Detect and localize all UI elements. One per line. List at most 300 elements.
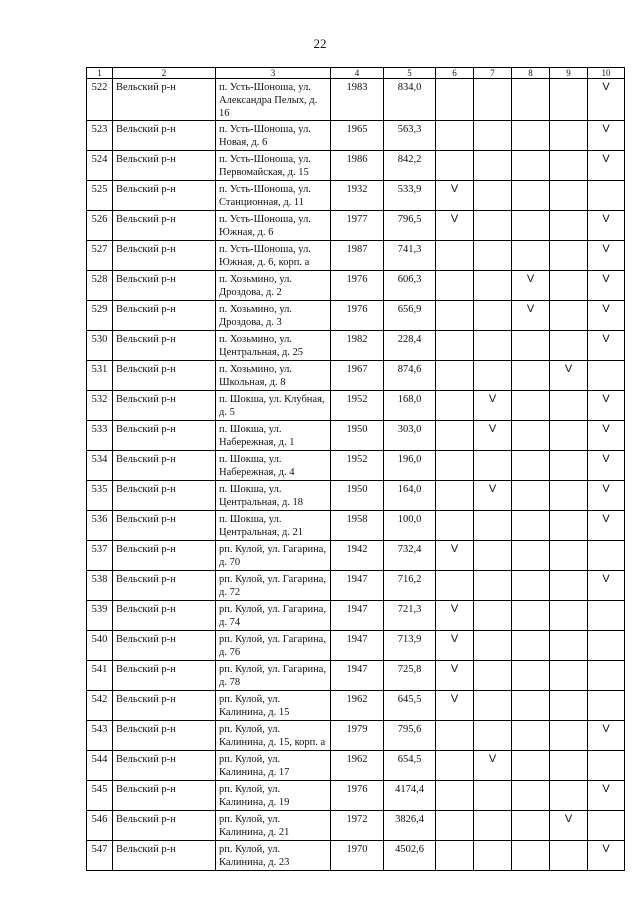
flag-cell-7: [474, 121, 512, 151]
address-cell: рп. Кулой, ул. Калинина, д. 23: [216, 841, 331, 871]
address-cell: рп. Кулой, ул. Калинина, д. 19: [216, 781, 331, 811]
table-row: [87, 541, 625, 571]
flag-cell-8: V: [512, 271, 550, 301]
area-cell: 654,5: [384, 751, 436, 781]
area-cell: 196,0: [384, 451, 436, 481]
flag-cell-9: [550, 541, 588, 571]
flag-cell-8: [512, 811, 550, 841]
column-number: 9: [550, 68, 588, 79]
district-cell: Вельский р-н: [113, 511, 216, 541]
flag-cell-6: [436, 151, 474, 181]
row-number: 530: [87, 331, 113, 361]
flag-cell-10: V: [588, 79, 625, 121]
flag-cell-7: V: [474, 751, 512, 781]
flag-cell-9: [550, 331, 588, 361]
flag-cell-10: [588, 631, 625, 661]
flag-cell-9: [550, 301, 588, 331]
flag-cell-6: [436, 271, 474, 301]
table-row: [87, 151, 625, 181]
column-number: 6: [436, 68, 474, 79]
address-cell: п. Усть-Шоноша, ул. Александра Пелых, д. 16: [216, 79, 331, 121]
flag-cell-6: [436, 841, 474, 871]
area-cell: 168,0: [384, 391, 436, 421]
district-cell: Вельский р-н: [113, 811, 216, 841]
flag-cell-8: [512, 841, 550, 871]
year-cell: 1965: [331, 121, 384, 151]
flag-cell-6: V: [436, 181, 474, 211]
flag-cell-8: [512, 361, 550, 391]
district-cell: Вельский р-н: [113, 451, 216, 481]
flag-cell-9: [550, 841, 588, 871]
flag-cell-6: [436, 331, 474, 361]
district-cell: Вельский р-н: [113, 361, 216, 391]
year-cell: 1947: [331, 631, 384, 661]
address-cell: рп. Кулой, ул. Калинина, д. 15, корп. а: [216, 721, 331, 751]
flag-cell-6: V: [436, 631, 474, 661]
row-number: 535: [87, 481, 113, 511]
table-row: [87, 79, 625, 121]
flag-cell-7: [474, 211, 512, 241]
flag-cell-6: [436, 721, 474, 751]
address-cell: рп. Кулой, ул. Гагарина, д. 72: [216, 571, 331, 601]
flag-cell-10: V: [588, 841, 625, 871]
flag-cell-10: V: [588, 391, 625, 421]
area-cell: 874,6: [384, 361, 436, 391]
district-cell: Вельский р-н: [113, 571, 216, 601]
year-cell: 1976: [331, 781, 384, 811]
district-cell: Вельский р-н: [113, 79, 216, 121]
flag-cell-10: [588, 751, 625, 781]
address-cell: п. Шокша, ул. Набережная, д. 1: [216, 421, 331, 451]
flag-cell-6: [436, 451, 474, 481]
flag-cell-6: [436, 571, 474, 601]
flag-cell-10: [588, 811, 625, 841]
flag-cell-10: V: [588, 451, 625, 481]
area-cell: 4174,4: [384, 781, 436, 811]
flag-cell-9: [550, 151, 588, 181]
table-row: [87, 571, 625, 601]
table-row: [87, 631, 625, 661]
flag-cell-9: [550, 181, 588, 211]
area-cell: 606,3: [384, 271, 436, 301]
flag-cell-9: [550, 421, 588, 451]
area-cell: 741,3: [384, 241, 436, 271]
year-cell: 1987: [331, 241, 384, 271]
table-body: [87, 68, 625, 871]
flag-cell-7: [474, 841, 512, 871]
flag-cell-10: V: [588, 421, 625, 451]
table-row: [87, 331, 625, 361]
flag-cell-8: [512, 421, 550, 451]
row-number: 538: [87, 571, 113, 601]
flag-cell-7: [474, 631, 512, 661]
address-cell: рп. Кулой, ул. Гагарина, д. 70: [216, 541, 331, 571]
flag-cell-9: [550, 691, 588, 721]
address-cell: п. Хозьмино, ул. Дроздова, д. 3: [216, 301, 331, 331]
area-cell: 834,0: [384, 79, 436, 121]
flag-cell-8: [512, 661, 550, 691]
flag-cell-9: [550, 121, 588, 151]
row-number: 539: [87, 601, 113, 631]
flag-cell-7: [474, 541, 512, 571]
column-number: 10: [588, 68, 625, 79]
district-cell: Вельский р-н: [113, 631, 216, 661]
row-number: 532: [87, 391, 113, 421]
flag-cell-7: [474, 361, 512, 391]
flag-cell-7: [474, 79, 512, 121]
flag-cell-10: V: [588, 511, 625, 541]
flag-cell-7: [474, 811, 512, 841]
flag-cell-10: [588, 181, 625, 211]
flag-cell-7: [474, 451, 512, 481]
column-number-row: [87, 68, 625, 79]
area-cell: 533,9: [384, 181, 436, 211]
area-cell: 796,5: [384, 211, 436, 241]
flag-cell-9: [550, 571, 588, 601]
flag-cell-6: [436, 421, 474, 451]
flag-cell-9: [550, 271, 588, 301]
row-number: 526: [87, 211, 113, 241]
address-cell: п. Шокша, ул. Центральная, д. 18: [216, 481, 331, 511]
year-cell: 1947: [331, 571, 384, 601]
flag-cell-9: [550, 601, 588, 631]
flag-cell-9: [550, 391, 588, 421]
row-number: 543: [87, 721, 113, 751]
page-number: 22: [313, 36, 327, 51]
row-number: 524: [87, 151, 113, 181]
year-cell: 1986: [331, 151, 384, 181]
district-cell: Вельский р-н: [113, 601, 216, 631]
flag-cell-6: V: [436, 211, 474, 241]
flag-cell-10: [588, 691, 625, 721]
flag-cell-8: [512, 241, 550, 271]
flag-cell-10: V: [588, 781, 625, 811]
address-cell: п. Шокша, ул. Центральная, д. 21: [216, 511, 331, 541]
table-row: [87, 811, 625, 841]
table-row: [87, 391, 625, 421]
flag-cell-8: [512, 79, 550, 121]
flag-cell-7: [474, 181, 512, 211]
row-number: 522: [87, 79, 113, 121]
flag-cell-8: [512, 481, 550, 511]
flag-cell-8: [512, 151, 550, 181]
area-cell: 100,0: [384, 511, 436, 541]
flag-cell-9: [550, 241, 588, 271]
district-cell: Вельский р-н: [113, 541, 216, 571]
flag-cell-10: [588, 541, 625, 571]
flag-cell-9: [550, 451, 588, 481]
flag-cell-8: [512, 781, 550, 811]
flag-cell-8: [512, 331, 550, 361]
flag-cell-10: V: [588, 571, 625, 601]
district-cell: Вельский р-н: [113, 181, 216, 211]
year-cell: 1947: [331, 661, 384, 691]
table-row: [87, 841, 625, 871]
flag-cell-7: V: [474, 421, 512, 451]
flag-cell-6: [436, 781, 474, 811]
year-cell: 1962: [331, 751, 384, 781]
flag-cell-10: V: [588, 301, 625, 331]
flag-cell-6: [436, 301, 474, 331]
table-row: [87, 361, 625, 391]
row-number: 542: [87, 691, 113, 721]
flag-cell-7: [474, 781, 512, 811]
year-cell: 1967: [331, 361, 384, 391]
year-cell: 1982: [331, 331, 384, 361]
flag-cell-6: [436, 811, 474, 841]
table-row: [87, 481, 625, 511]
flag-cell-6: V: [436, 661, 474, 691]
area-cell: 4502,6: [384, 841, 436, 871]
year-cell: 1970: [331, 841, 384, 871]
table-row: [87, 751, 625, 781]
address-cell: рп. Кулой, ул. Гагарина, д. 74: [216, 601, 331, 631]
flag-cell-7: [474, 721, 512, 751]
year-cell: 1979: [331, 721, 384, 751]
column-number: 8: [512, 68, 550, 79]
table-row: [87, 661, 625, 691]
row-number: 531: [87, 361, 113, 391]
row-number: 533: [87, 421, 113, 451]
address-cell: п. Усть-Шоноша, ул. Южная, д. 6: [216, 211, 331, 241]
row-number: 536: [87, 511, 113, 541]
district-cell: Вельский р-н: [113, 151, 216, 181]
area-cell: 713,9: [384, 631, 436, 661]
year-cell: 1947: [331, 601, 384, 631]
district-cell: Вельский р-н: [113, 481, 216, 511]
year-cell: 1977: [331, 211, 384, 241]
year-cell: 1952: [331, 391, 384, 421]
flag-cell-9: [550, 781, 588, 811]
address-cell: п. Усть-Шоноша, ул. Первомайская, д. 15: [216, 151, 331, 181]
flag-cell-9: V: [550, 811, 588, 841]
flag-cell-7: [474, 511, 512, 541]
flag-cell-10: V: [588, 721, 625, 751]
flag-cell-7: V: [474, 481, 512, 511]
flag-cell-6: [436, 361, 474, 391]
flag-cell-8: [512, 601, 550, 631]
flag-cell-10: [588, 661, 625, 691]
row-number: 523: [87, 121, 113, 151]
table-row: [87, 121, 625, 151]
year-cell: 1958: [331, 511, 384, 541]
flag-cell-10: V: [588, 481, 625, 511]
district-cell: Вельский р-н: [113, 721, 216, 751]
flag-cell-10: [588, 601, 625, 631]
row-number: 529: [87, 301, 113, 331]
address-cell: п. Хозьмино, ул. Центральная, д. 25: [216, 331, 331, 361]
address-cell: п. Усть-Шоноша, ул. Новая, д. 6: [216, 121, 331, 151]
table-row: [87, 451, 625, 481]
table-row: [87, 271, 625, 301]
flag-cell-8: [512, 121, 550, 151]
area-cell: 725,8: [384, 661, 436, 691]
housing-register-table: [86, 67, 625, 871]
flag-cell-9: V: [550, 361, 588, 391]
area-cell: 3826,4: [384, 811, 436, 841]
district-cell: Вельский р-н: [113, 421, 216, 451]
year-cell: 1942: [331, 541, 384, 571]
address-cell: рп. Кулой, ул. Калинина, д. 15: [216, 691, 331, 721]
flag-cell-8: [512, 181, 550, 211]
district-cell: Вельский р-н: [113, 391, 216, 421]
flag-cell-10: [588, 361, 625, 391]
address-cell: рп. Кулой, ул. Гагарина, д. 78: [216, 661, 331, 691]
flag-cell-7: [474, 271, 512, 301]
address-cell: рп. Кулой, ул. Калинина, д. 21: [216, 811, 331, 841]
flag-cell-6: [436, 391, 474, 421]
row-number: 528: [87, 271, 113, 301]
flag-cell-9: [550, 211, 588, 241]
flag-cell-8: [512, 451, 550, 481]
flag-cell-10: V: [588, 121, 625, 151]
year-cell: 1983: [331, 79, 384, 121]
column-number: 5: [384, 68, 436, 79]
address-cell: рп. Кулой, ул. Калинина, д. 17: [216, 751, 331, 781]
area-cell: 656,9: [384, 301, 436, 331]
column-number: 2: [113, 68, 216, 79]
row-number: 534: [87, 451, 113, 481]
flag-cell-7: V: [474, 391, 512, 421]
flag-cell-6: V: [436, 691, 474, 721]
year-cell: 1932: [331, 181, 384, 211]
address-cell: п. Усть-Шоноша, ул. Станционная, д. 11: [216, 181, 331, 211]
flag-cell-9: [550, 79, 588, 121]
table-row: [87, 721, 625, 751]
address-cell: рп. Кулой, ул. Гагарина, д. 76: [216, 631, 331, 661]
table-row: [87, 241, 625, 271]
row-number: 527: [87, 241, 113, 271]
area-cell: 716,2: [384, 571, 436, 601]
flag-cell-8: [512, 541, 550, 571]
flag-cell-7: [474, 661, 512, 691]
flag-cell-6: [436, 751, 474, 781]
flag-cell-8: [512, 631, 550, 661]
flag-cell-8: [512, 691, 550, 721]
year-cell: 1976: [331, 271, 384, 301]
row-number: 525: [87, 181, 113, 211]
address-cell: п. Хозьмино, ул. Дроздова, д. 2: [216, 271, 331, 301]
row-number: 546: [87, 811, 113, 841]
year-cell: 1962: [331, 691, 384, 721]
flag-cell-9: [550, 721, 588, 751]
district-cell: Вельский р-н: [113, 301, 216, 331]
area-cell: 228,4: [384, 331, 436, 361]
flag-cell-7: [474, 331, 512, 361]
area-cell: 645,5: [384, 691, 436, 721]
table-row: [87, 301, 625, 331]
table-row: [87, 781, 625, 811]
area-cell: 303,0: [384, 421, 436, 451]
area-cell: 563,3: [384, 121, 436, 151]
district-cell: Вельский р-н: [113, 781, 216, 811]
flag-cell-8: [512, 211, 550, 241]
flag-cell-7: [474, 571, 512, 601]
table-row: [87, 181, 625, 211]
address-cell: п. Шокша, ул. Набережная, д. 4: [216, 451, 331, 481]
address-cell: п. Хозьмино, ул. Школьная, д. 8: [216, 361, 331, 391]
district-cell: Вельский р-н: [113, 241, 216, 271]
flag-cell-7: [474, 241, 512, 271]
column-number: 4: [331, 68, 384, 79]
flag-cell-6: V: [436, 601, 474, 631]
flag-cell-6: [436, 121, 474, 151]
flag-cell-9: [550, 631, 588, 661]
flag-cell-10: V: [588, 241, 625, 271]
area-cell: 721,3: [384, 601, 436, 631]
flag-cell-6: [436, 511, 474, 541]
flag-cell-8: [512, 511, 550, 541]
district-cell: Вельский р-н: [113, 751, 216, 781]
district-cell: Вельский р-н: [113, 121, 216, 151]
row-number: 541: [87, 661, 113, 691]
flag-cell-7: [474, 151, 512, 181]
flag-cell-7: [474, 301, 512, 331]
flag-cell-9: [550, 661, 588, 691]
area-cell: 842,2: [384, 151, 436, 181]
district-cell: Вельский р-н: [113, 841, 216, 871]
flag-cell-10: V: [588, 331, 625, 361]
flag-cell-6: [436, 79, 474, 121]
flag-cell-6: [436, 241, 474, 271]
flag-cell-8: [512, 721, 550, 751]
column-number: 1: [87, 68, 113, 79]
flag-cell-9: [550, 511, 588, 541]
column-number: 3: [216, 68, 331, 79]
year-cell: 1952: [331, 451, 384, 481]
address-cell: п. Шокша, ул. Клубная, д. 5: [216, 391, 331, 421]
row-number: 540: [87, 631, 113, 661]
table-row: [87, 601, 625, 631]
district-cell: Вельский р-н: [113, 211, 216, 241]
flag-cell-10: V: [588, 211, 625, 241]
area-cell: 732,4: [384, 541, 436, 571]
flag-cell-9: [550, 751, 588, 781]
year-cell: 1972: [331, 811, 384, 841]
address-cell: п. Усть-Шоноша, ул. Южная, д. 6, корп. а: [216, 241, 331, 271]
table-row: [87, 211, 625, 241]
district-cell: Вельский р-н: [113, 271, 216, 301]
year-cell: 1976: [331, 301, 384, 331]
year-cell: 1950: [331, 481, 384, 511]
table-row: [87, 421, 625, 451]
flag-cell-10: V: [588, 151, 625, 181]
area-cell: 795,6: [384, 721, 436, 751]
row-number: 545: [87, 781, 113, 811]
row-number: 547: [87, 841, 113, 871]
flag-cell-10: V: [588, 271, 625, 301]
flag-cell-7: [474, 601, 512, 631]
flag-cell-8: [512, 751, 550, 781]
table-row: [87, 511, 625, 541]
district-cell: Вельский р-н: [113, 691, 216, 721]
district-cell: Вельский р-н: [113, 661, 216, 691]
flag-cell-8: V: [512, 301, 550, 331]
district-cell: Вельский р-н: [113, 331, 216, 361]
flag-cell-8: [512, 391, 550, 421]
column-number: 7: [474, 68, 512, 79]
flag-cell-7: [474, 691, 512, 721]
flag-cell-6: [436, 481, 474, 511]
flag-cell-9: [550, 481, 588, 511]
row-number: 537: [87, 541, 113, 571]
year-cell: 1950: [331, 421, 384, 451]
flag-cell-6: V: [436, 541, 474, 571]
area-cell: 164,0: [384, 481, 436, 511]
flag-cell-8: [512, 571, 550, 601]
row-number: 544: [87, 751, 113, 781]
table-row: [87, 691, 625, 721]
